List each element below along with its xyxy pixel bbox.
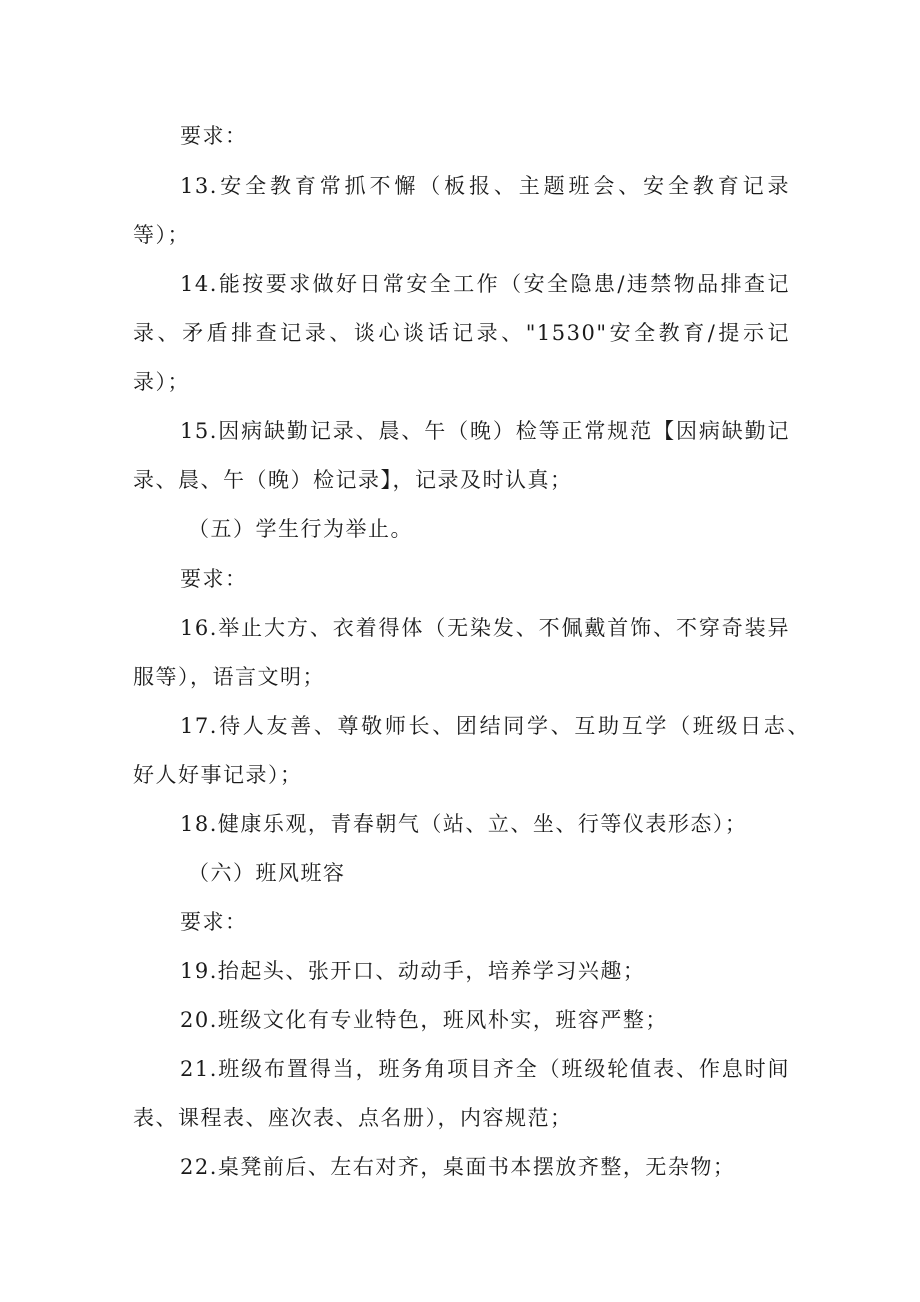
item-14-line-1: 14.能按要求做好日常安全工作（安全隐患/违禁物品排查记 [180, 272, 790, 296]
requirement-heading-2: 要求： [180, 567, 248, 591]
section-5-heading: （五）学生行为举止。 [188, 517, 413, 541]
item-18: 18.健康乐观，青春朝气（站、立、坐、行等仪表形态）； [180, 812, 748, 836]
item-13-line-1: 13.安全教育常抓不懈（板报、主题班会、安全教育记录 [180, 174, 790, 198]
item-16-line-1: 16.举止大方、衣着得体（无染发、不佩戴首饰、不穿奇装异 [180, 616, 790, 640]
item-21-line-2: 表、课程表、座次表、点名册），内容规范； [133, 1106, 573, 1130]
section-6-heading: （六）班风班容 [188, 861, 346, 885]
item-22: 22.桌凳前后、左右对齐，桌面书本摆放齐整，无杂物； [180, 1155, 736, 1179]
item-17-line-1: 17.待人友善、尊敬师长、团结同学、互助互学（班级日志、 [180, 714, 810, 738]
item-13-line-2: 等）； [133, 223, 190, 247]
item-16-line-2: 服等），语言文明； [133, 665, 325, 689]
item-15-line-2: 录、晨、午（晚）检记录】，记录及时认真； [133, 468, 573, 492]
item-14-line-2: 录、矛盾排查记录、谈心谈话记录、"1530"安全教育/提示记 [133, 321, 790, 345]
item-21-line-1: 21.班级布置得当，班务角项目齐全（班级轮值表、作息时间 [180, 1057, 790, 1081]
item-17-line-2: 好人好事记录）； [133, 763, 303, 787]
requirement-heading-1: 要求： [180, 124, 248, 148]
item-20: 20.班级文化有专业特色，班风朴实，班容严整； [180, 1008, 668, 1032]
item-14-line-3: 录）； [133, 370, 190, 394]
item-15-line-1: 15.因病缺勤记录、晨、午（晚）检等正常规范【因病缺勤记 [180, 419, 790, 443]
item-19: 19.抬起头、张开口、动动手，培养学习兴趣； [180, 959, 646, 983]
requirement-heading-3: 要求： [180, 910, 248, 934]
